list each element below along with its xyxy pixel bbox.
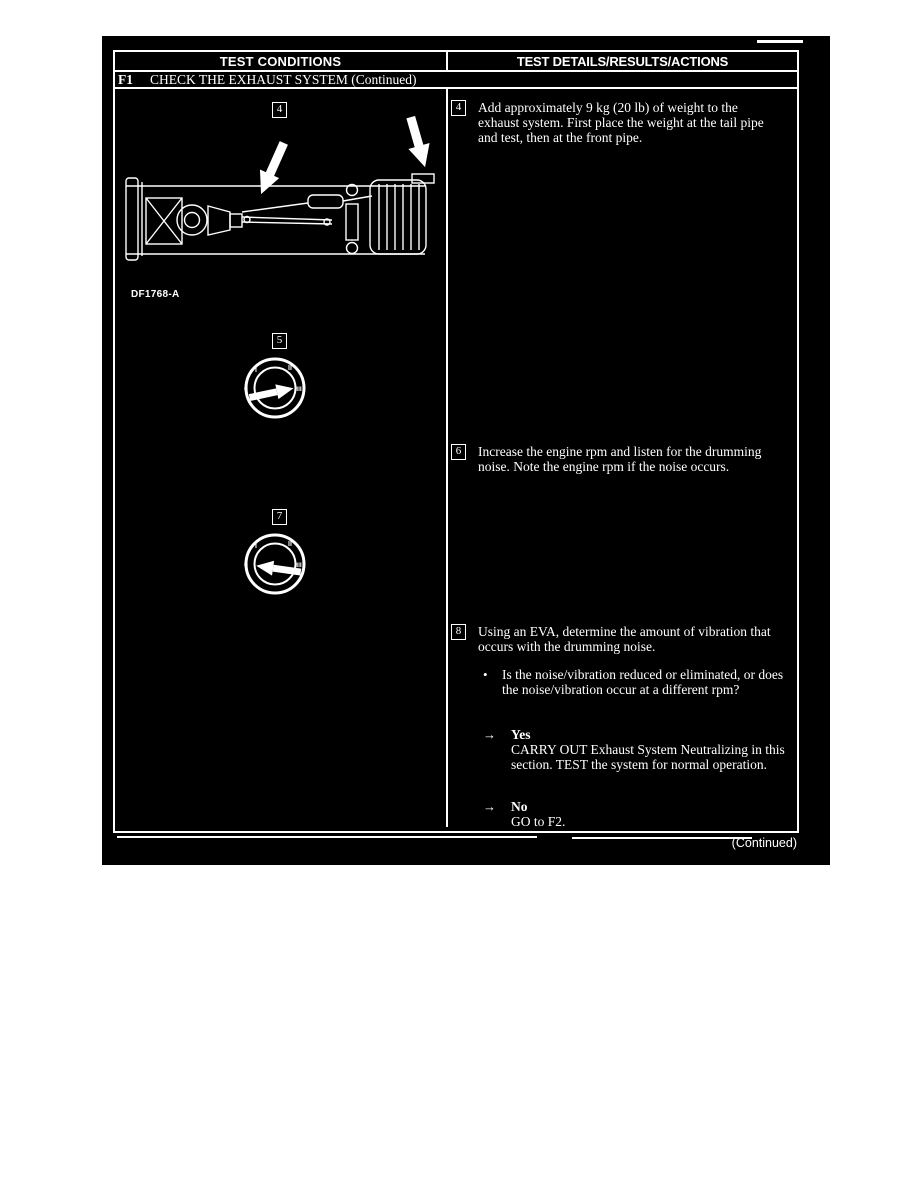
step-text: Increase the engine rpm and listen for the drumming noise. Note the engine rpm if the noise occurs. (478, 444, 762, 474)
result-label: No (511, 799, 528, 814)
vehicle-underside-illustration (120, 116, 440, 296)
result-action: CARRY OUT Exhaust System Neutralizing in this section. TEST the system for normal operation. (511, 742, 785, 772)
section-id: F1 (118, 72, 133, 87)
pointer-arrow-mid-pipe (251, 138, 293, 198)
svg-text:III: III (296, 386, 302, 393)
svg-text:III: III (296, 562, 302, 569)
figure-caption: DF1768-A (131, 289, 180, 300)
column-header-test-details: TEST DETAILS/RESULTS/ACTIONS (516, 54, 729, 69)
diagnostic-test-table (113, 50, 799, 833)
result-action: GO to F2. (511, 814, 566, 829)
step-text: Using an EVA, determine the amount of vibration that occurs with the drumming noise. (478, 624, 771, 654)
svg-text:0: 0 (244, 386, 248, 393)
svg-text:II: II (288, 541, 292, 548)
result-label: Yes (511, 727, 531, 742)
step-number-box: 8 (451, 624, 466, 640)
scan-artifact (572, 837, 752, 839)
result-no (483, 799, 789, 829)
result-question (483, 667, 794, 697)
pointer-arrow-tail-pipe (400, 116, 435, 170)
result-yes (483, 727, 789, 772)
test-step (451, 100, 780, 145)
svg-text:I: I (255, 543, 257, 550)
test-conditions-cell (115, 89, 448, 827)
step-number-box: 4 (451, 100, 466, 116)
question-text: Is the noise/vibration reduced or eliminated, or does the noise/vibration occur at a different rpm? (502, 667, 784, 697)
step-number-box: 6 (451, 444, 466, 460)
bullet-icon: • (483, 667, 488, 682)
scan-artifact (117, 836, 537, 838)
table-body-row (115, 89, 797, 827)
continued-note: (Continued) (731, 836, 797, 850)
arrow-icon: → (483, 799, 496, 814)
rpm-decrease-dial-icon (235, 524, 315, 604)
rpm-increase-dial-icon (235, 348, 315, 428)
result-body (511, 727, 789, 772)
svg-text:0: 0 (244, 562, 248, 569)
scan-artifact (757, 40, 803, 43)
test-details-cell (448, 89, 797, 827)
section-title-row (115, 72, 797, 89)
table-header-row (115, 52, 797, 72)
step-text: Add approximately 9 kg (20 lb) of weight to the exhaust system. First place the weight at the tail pipe and test, then at the front pipe. (478, 100, 764, 145)
test-step (451, 624, 780, 654)
result-body (511, 799, 789, 829)
figure-marker-7: 7 (272, 509, 287, 525)
arrow-icon: → (483, 727, 496, 742)
test-step (451, 444, 780, 474)
column-header-test-conditions: TEST CONDITIONS (115, 52, 448, 70)
scanned-manual-area (102, 36, 830, 865)
figure-marker-4: 4 (272, 102, 287, 118)
svg-text:I: I (255, 367, 257, 374)
figure-marker-5: 5 (272, 333, 287, 349)
section-title: CHECK THE EXHAUST SYSTEM (Continued) (150, 72, 417, 87)
svg-text:II: II (288, 365, 292, 372)
